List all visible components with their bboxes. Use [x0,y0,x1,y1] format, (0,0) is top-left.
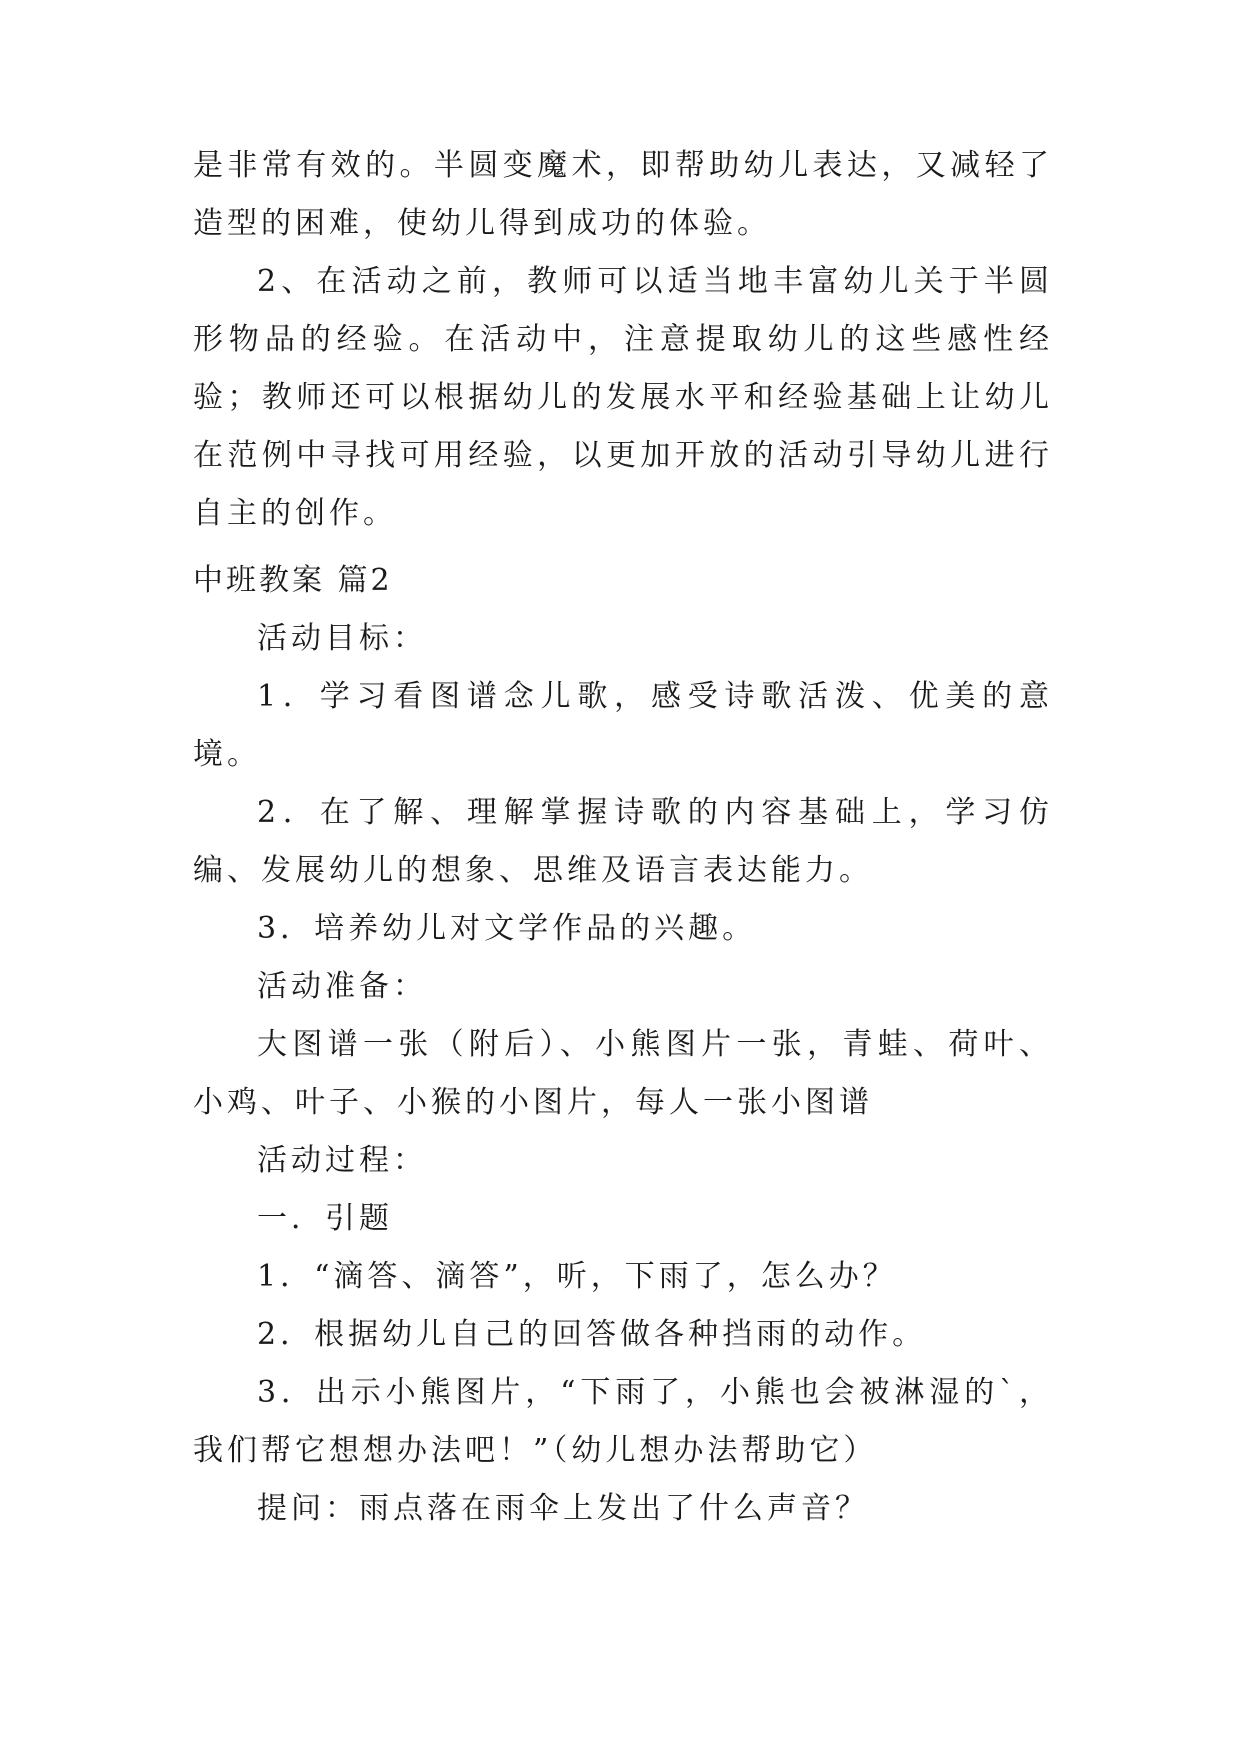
paragraph: 3．出示小熊图片，“下雨了，小熊也会被淋湿的`，我们帮它想想办法吧！”（幼儿想办法帮助它） [193,1375,1053,1468]
section-lesson-plan-2 [193,552,1053,1538]
paragraph: 1．学习看图谱念儿歌，感受诗歌活泼、优美的意境。 [193,679,1053,772]
paragraph: 2、在活动之前，教师可以适当地丰富幼儿关于半圆形物品的经验。在活动中，注意提取幼儿的这些感性经验；教师还可以根据幼儿的发展水平和经验基础上让幼儿在范例中寻找可用经验，以更加开放的活动引导幼儿进行自主的创作。 [193,264,1053,531]
paragraph: 是非常有效的。半圆变魔术，即帮助幼儿表达，又减轻了造型的困难，使幼儿得到成功的体验。 [193,148,1053,241]
paragraph: 2．根据幼儿自己的回答做各种挡雨的动作。 [257,1317,927,1352]
paragraph: 1．“滴答、滴答”，听，下雨了，怎么办？ [257,1259,897,1294]
paragraph: 2．在了解、理解掌握诗歌的内容基础上，学习仿编、发展幼儿的想象、思维及语言表达能力。 [193,795,1053,888]
paragraph: 活动过程： [257,1143,427,1178]
section-continuation [193,137,1053,543]
paragraph: 活动目标： [257,621,427,656]
paragraph: 提问：雨点落在雨伞上发出了什么声音？ [257,1491,869,1526]
paragraph: 一．引题 [257,1201,393,1236]
section-title: 中班教案 篇2 [193,563,393,598]
paragraph: 活动准备： [257,969,427,1004]
paragraph: 3．培养幼儿对文学作品的兴趣。 [257,911,757,946]
paragraph: 大图谱一张（附后）、小熊图片一张，青蛙、荷叶、小鸡、叶子、小猴的小图片，每人一张小图谱 [193,1027,1053,1120]
